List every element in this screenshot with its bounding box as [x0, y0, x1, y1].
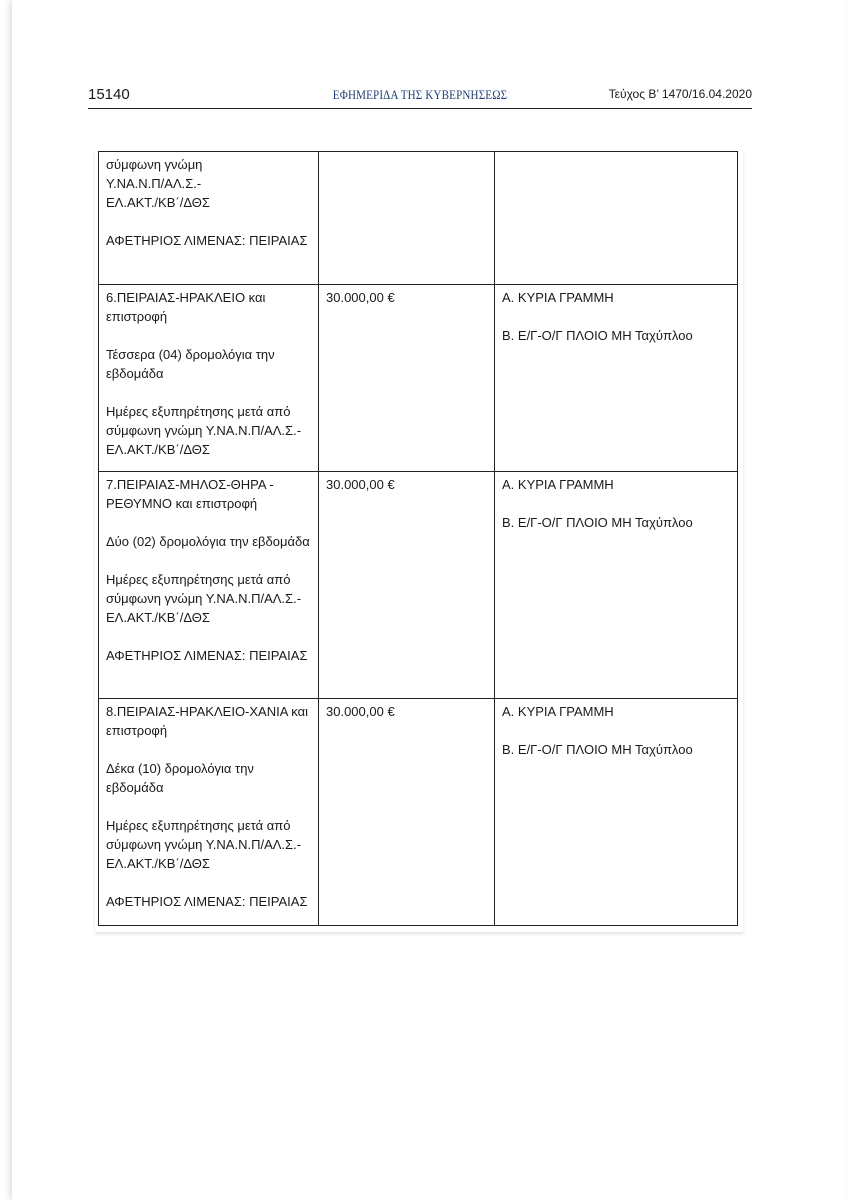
amount: 30.000,00 € [326, 704, 395, 719]
details-cell [495, 699, 738, 926]
route-frequency: Τέσσερα (04) δρομολόγια την εβδομάδα [106, 347, 275, 381]
route-cell [99, 285, 319, 472]
route-cell [99, 152, 319, 285]
departure-port: ΑΦΕΤΗΡΙΟΣ ΛΙΜΕΝΑΣ: ΠΕΙΡΑΙΑΣ [106, 894, 308, 909]
routes-table [98, 151, 738, 926]
route-text: σύμφωνη γνώμη [106, 157, 203, 172]
table-row [99, 699, 738, 926]
table-row [99, 285, 738, 472]
routes-table-wrapper [95, 150, 743, 932]
line-type: Α. ΚΥΡΙΑ ΓΡΑΜΜΗ [502, 477, 614, 492]
service-days: Ημέρες εξυπηρέτησης μετά από σύμφωνη γνώμη Υ.ΝΑ.Ν.Π/ΑΛ.Σ.- ΕΛ.ΑΚΤ./ΚΒ΄/ΔΘΣ [106, 404, 302, 457]
amount-cell [319, 285, 495, 472]
amount-cell [319, 699, 495, 926]
route-text: Υ.ΝΑ.Ν.Π/ΑΛ.Σ.- [106, 176, 202, 191]
route-title: 6.ΠΕΙΡΑΙΑΣ-ΗΡΑΚΛΕΙΟ και επιστροφή [106, 290, 266, 324]
details-cell [495, 472, 738, 699]
departure-port: ΑΦΕΤΗΡΙΟΣ ΛΙΜΕΝΑΣ: ΠΕΙΡΑΙΑΣ [106, 648, 308, 663]
route-text: ΕΛ.ΑΚΤ./ΚΒ΄/ΔΘΣ [106, 195, 210, 210]
departure-port: ΑΦΕΤΗΡΙΟΣ ΛΙΜΕΝΑΣ: ΠΕΙΡΑΙΑΣ [106, 233, 308, 248]
vessel-type: Β. Ε/Γ-Ο/Γ ΠΛΟΙΟ ΜΗ Ταχύπλοο [502, 515, 693, 530]
route-cell [99, 472, 319, 699]
amount: 30.000,00 € [326, 290, 395, 305]
table-row [99, 152, 738, 285]
gazette-title: ΕΦΗΜΕΡΙΔΑ ΤΗΣ ΚΥΒΕΡΝΗΣΕΩΣ [332, 87, 508, 102]
service-days: Ημέρες εξυπηρέτησης μετά από σύμφωνη γνώμη Υ.ΝΑ.Ν.Π/ΑΛ.Σ.- ΕΛ.ΑΚΤ./ΚΒ΄/ΔΘΣ [106, 572, 302, 625]
route-title: 8.ΠΕΙΡΑΙΑΣ-ΗΡΑΚΛΕΙΟ-ΧΑΝΙΑ και επιστροφή [106, 704, 309, 738]
amount-cell [319, 472, 495, 699]
page-header [88, 84, 752, 109]
route-title: 7.ΠΕΙΡΑΙΑΣ-ΜΗΛΟΣ-ΘΗΡΑ - ΡΕΘΥΜΝΟ και επιστροφή [106, 477, 274, 511]
amount: 30.000,00 € [326, 477, 395, 492]
route-cell [99, 699, 319, 926]
route-frequency: Δύο (02) δρομολόγια την εβδομάδα [106, 534, 310, 549]
page-number: 15140 [88, 86, 130, 103]
details-cell [495, 152, 738, 285]
service-days: Ημέρες εξυπηρέτησης μετά από σύμφωνη γνώμη Υ.ΝΑ.Ν.Π/ΑΛ.Σ.- ΕΛ.ΑΚΤ./ΚΒ΄/ΔΘΣ [106, 818, 302, 871]
details-cell [495, 285, 738, 472]
line-type: Α. ΚΥΡΙΑ ΓΡΑΜΜΗ [502, 704, 614, 719]
issue-info: Τεύχος Β’ 1470/16.04.2020 [608, 87, 752, 101]
vessel-type: Β. Ε/Γ-Ο/Γ ΠΛΟΙΟ ΜΗ Ταχύπλοο [502, 742, 693, 757]
table-row [99, 472, 738, 699]
vessel-type: Β. Ε/Γ-Ο/Γ ΠΛΟΙΟ ΜΗ Ταχύπλοο [502, 328, 693, 343]
amount-cell [319, 152, 495, 285]
line-type: Α. ΚΥΡΙΑ ΓΡΑΜΜΗ [502, 290, 614, 305]
route-frequency: Δέκα (10) δρομολόγια την εβδομάδα [106, 761, 254, 795]
